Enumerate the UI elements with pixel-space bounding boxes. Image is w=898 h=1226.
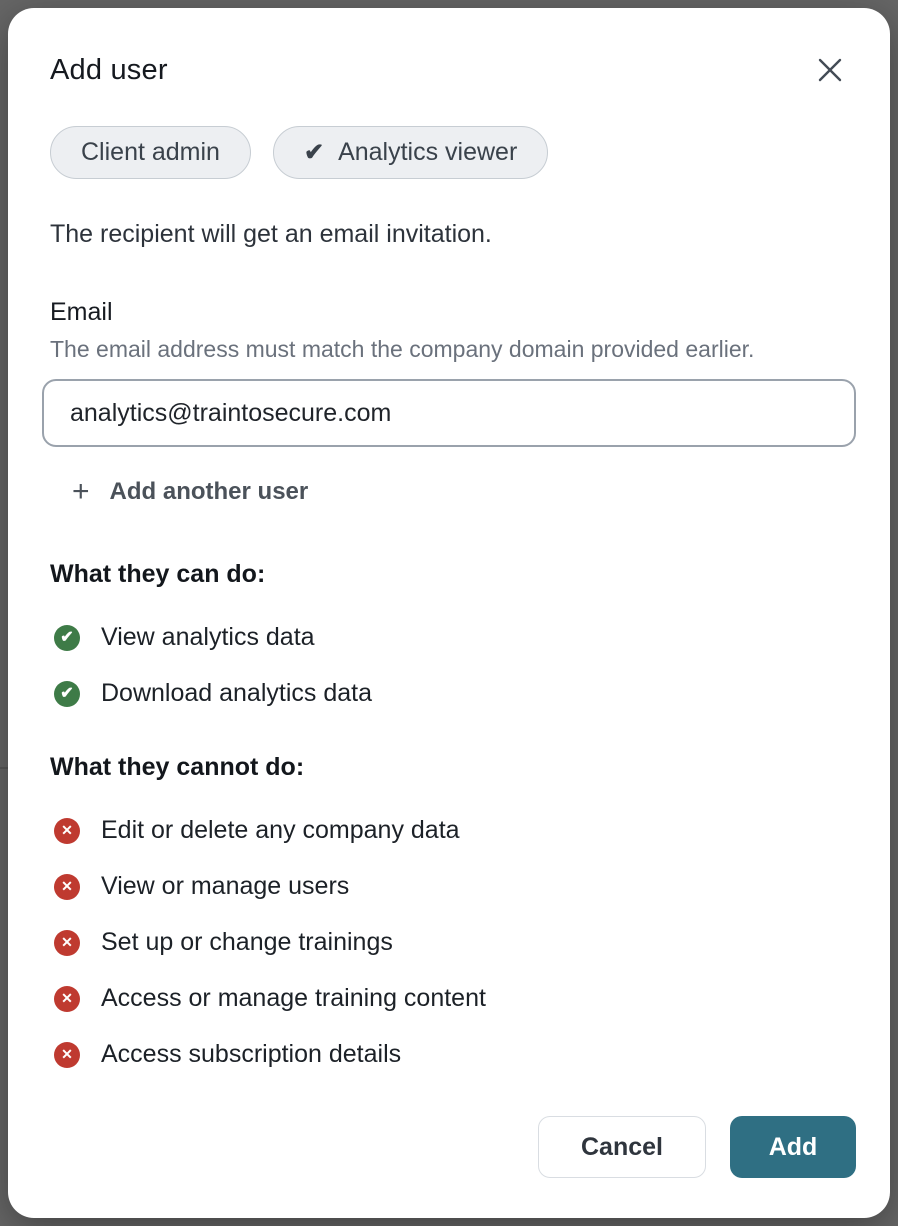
cannot-do-list bbox=[42, 816, 856, 1069]
close-button[interactable] bbox=[812, 52, 848, 88]
list-item bbox=[54, 679, 856, 708]
chip-label: Analytics viewer bbox=[338, 138, 518, 166]
x-circle-icon: ✕ bbox=[54, 986, 80, 1012]
email-helper-text: The email address must match the company domain provided earlier. bbox=[50, 336, 755, 362]
chip-label: Client admin bbox=[81, 138, 220, 166]
add-button[interactable]: Add bbox=[730, 1116, 856, 1178]
can-do-list bbox=[42, 623, 856, 708]
permission-label: View analytics data bbox=[101, 623, 315, 651]
email-field[interactable] bbox=[42, 379, 856, 447]
permission-label: View or manage users bbox=[101, 872, 350, 900]
list-item bbox=[54, 872, 856, 901]
permission-label: Set up or change trainings bbox=[101, 928, 393, 956]
backdrop-page-divider bbox=[0, 767, 8, 769]
email-label: Email bbox=[50, 298, 113, 326]
check-circle-icon: ✔ bbox=[54, 681, 80, 707]
x-circle-icon: ✕ bbox=[54, 1042, 80, 1068]
permission-label: Edit or delete any company data bbox=[101, 816, 460, 844]
can-do-heading: What they can do: bbox=[50, 560, 266, 588]
list-item bbox=[54, 816, 856, 845]
list-item bbox=[54, 984, 856, 1013]
close-icon bbox=[816, 56, 844, 84]
cancel-button[interactable]: Cancel bbox=[538, 1116, 706, 1178]
plus-icon: + bbox=[72, 475, 90, 508]
permission-label: Download analytics data bbox=[101, 679, 372, 707]
check-icon: ✔ bbox=[303, 138, 325, 166]
dialog-footer bbox=[42, 1116, 856, 1178]
x-circle-icon: ✕ bbox=[54, 818, 80, 844]
list-item bbox=[54, 623, 856, 652]
dialog-header bbox=[42, 52, 856, 88]
chip-analytics-viewer[interactable] bbox=[273, 126, 548, 179]
add-user-dialog bbox=[8, 8, 890, 1218]
permission-label: Access subscription details bbox=[101, 1040, 402, 1068]
add-another-user-label: Add another user bbox=[109, 478, 309, 505]
list-item bbox=[54, 1040, 856, 1069]
list-item bbox=[54, 928, 856, 957]
x-circle-icon: ✕ bbox=[54, 874, 80, 900]
permission-label: Access or manage training content bbox=[101, 984, 486, 1012]
invitation-note: The recipient will get an email invitation. bbox=[50, 220, 492, 248]
x-circle-icon: ✕ bbox=[54, 930, 80, 956]
check-circle-icon: ✔ bbox=[54, 625, 80, 651]
add-another-user-button[interactable] bbox=[72, 477, 308, 507]
cannot-do-heading: What they cannot do: bbox=[50, 753, 305, 781]
dialog-title: Add user bbox=[50, 53, 168, 86]
role-chip-group bbox=[42, 126, 856, 179]
chip-client-admin[interactable] bbox=[50, 126, 251, 179]
